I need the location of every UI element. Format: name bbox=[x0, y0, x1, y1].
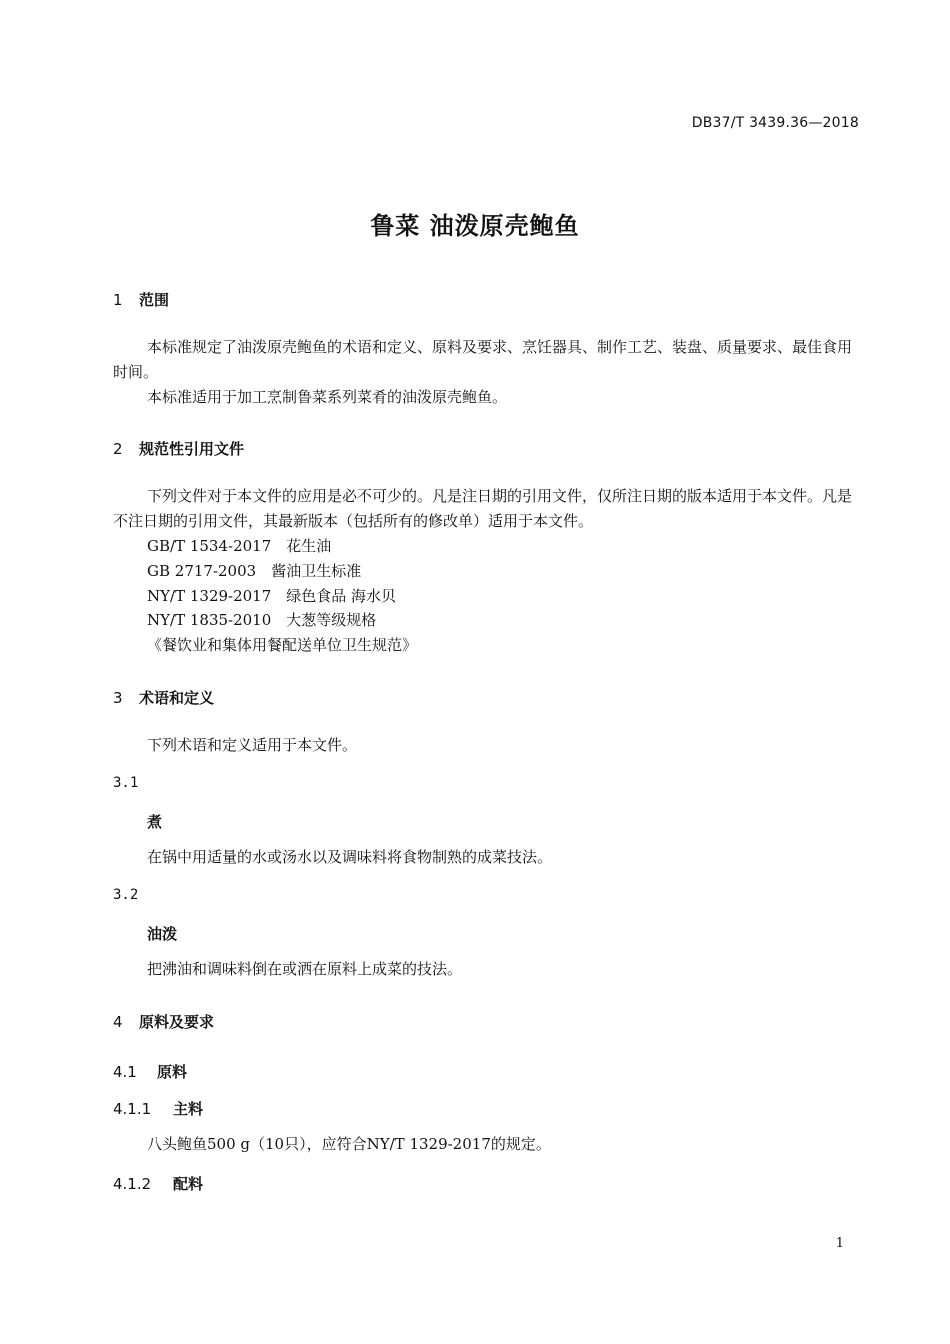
subsection-title: 主料 bbox=[173, 1100, 204, 1118]
section-title: 范围 bbox=[139, 291, 170, 309]
subsection-title: 配料 bbox=[173, 1175, 204, 1193]
terms-intro: 下列术语和定义适用于本文件。 bbox=[147, 736, 358, 754]
section-number: 4 bbox=[113, 1013, 123, 1031]
term-name: 油泼 bbox=[147, 925, 178, 943]
section-title: 术语和定义 bbox=[139, 689, 215, 707]
section-number: 3 bbox=[113, 689, 123, 707]
term-number: 3.2 bbox=[113, 887, 139, 903]
subsection-title: 原料 bbox=[157, 1063, 188, 1081]
reference-item: GB/T 1534-2017 花生油 bbox=[147, 537, 332, 555]
section-number: 1 bbox=[113, 291, 123, 309]
section-3-heading bbox=[113, 687, 214, 708]
subsection-4-1-2-heading bbox=[113, 1173, 203, 1194]
scope-paragraph-2: 本标准适用于加工烹制鲁菜系列菜肴的油泼原壳鲍鱼。 bbox=[147, 388, 508, 406]
subsection-number: 4.1.2 bbox=[113, 1175, 152, 1193]
scope-paragraph-1: 本标准规定了油泼原壳鲍鱼的术语和定义、原料及要求、烹饪器具、制作工艺、装盘、质量要求、最佳食用时间。 bbox=[113, 338, 853, 381]
term-number: 3.1 bbox=[113, 775, 139, 791]
subsection-4-1-1-heading bbox=[113, 1098, 203, 1119]
reference-item: NY/T 1835-2010 大葱等级规格 bbox=[147, 611, 377, 629]
reference-item: 《餐饮业和集体用餐配送单位卫生规范》 bbox=[147, 636, 418, 654]
subsection-number: 4.1.1 bbox=[113, 1100, 152, 1118]
reference-item: GB 2717-2003 酱油卫生标准 bbox=[147, 562, 362, 580]
section-1-heading bbox=[113, 289, 169, 310]
term-definition: 把沸油和调味料倒在或洒在原料上成菜的技法。 bbox=[147, 960, 463, 978]
subsection-4-1-heading bbox=[113, 1061, 187, 1082]
term-name: 煮 bbox=[147, 813, 163, 831]
page-title: 鲁菜 油泼原壳鲍鱼 bbox=[370, 212, 580, 240]
document-id: DB37/T 3439.36—2018 bbox=[691, 115, 859, 131]
section-4-heading bbox=[113, 1011, 214, 1032]
page-number: 1 bbox=[835, 1236, 844, 1251]
section-title: 规范性引用文件 bbox=[139, 440, 245, 458]
section-number: 2 bbox=[113, 440, 123, 458]
section-title: 原料及要求 bbox=[139, 1013, 215, 1031]
references-paragraph: 下列文件对于本文件的应用是必不可少的。凡是注日期的引用文件，仅所注日期的版本适用于本文件。凡是不注日期的引用文件，其最新版本（包括所有的修改单）适用于本文件。 bbox=[113, 487, 853, 530]
section-2-heading bbox=[113, 438, 244, 459]
main-ingredient-text: 八头鲍鱼500 g（10只），应符合NY/T 1329-2017的规定。 bbox=[147, 1135, 551, 1153]
subsection-number: 4.1 bbox=[113, 1063, 137, 1081]
reference-item: NY/T 1329-2017 绿色食品 海水贝 bbox=[147, 587, 397, 605]
term-definition: 在锅中用适量的水或汤水以及调味料将食物制熟的成菜技法。 bbox=[147, 848, 553, 866]
